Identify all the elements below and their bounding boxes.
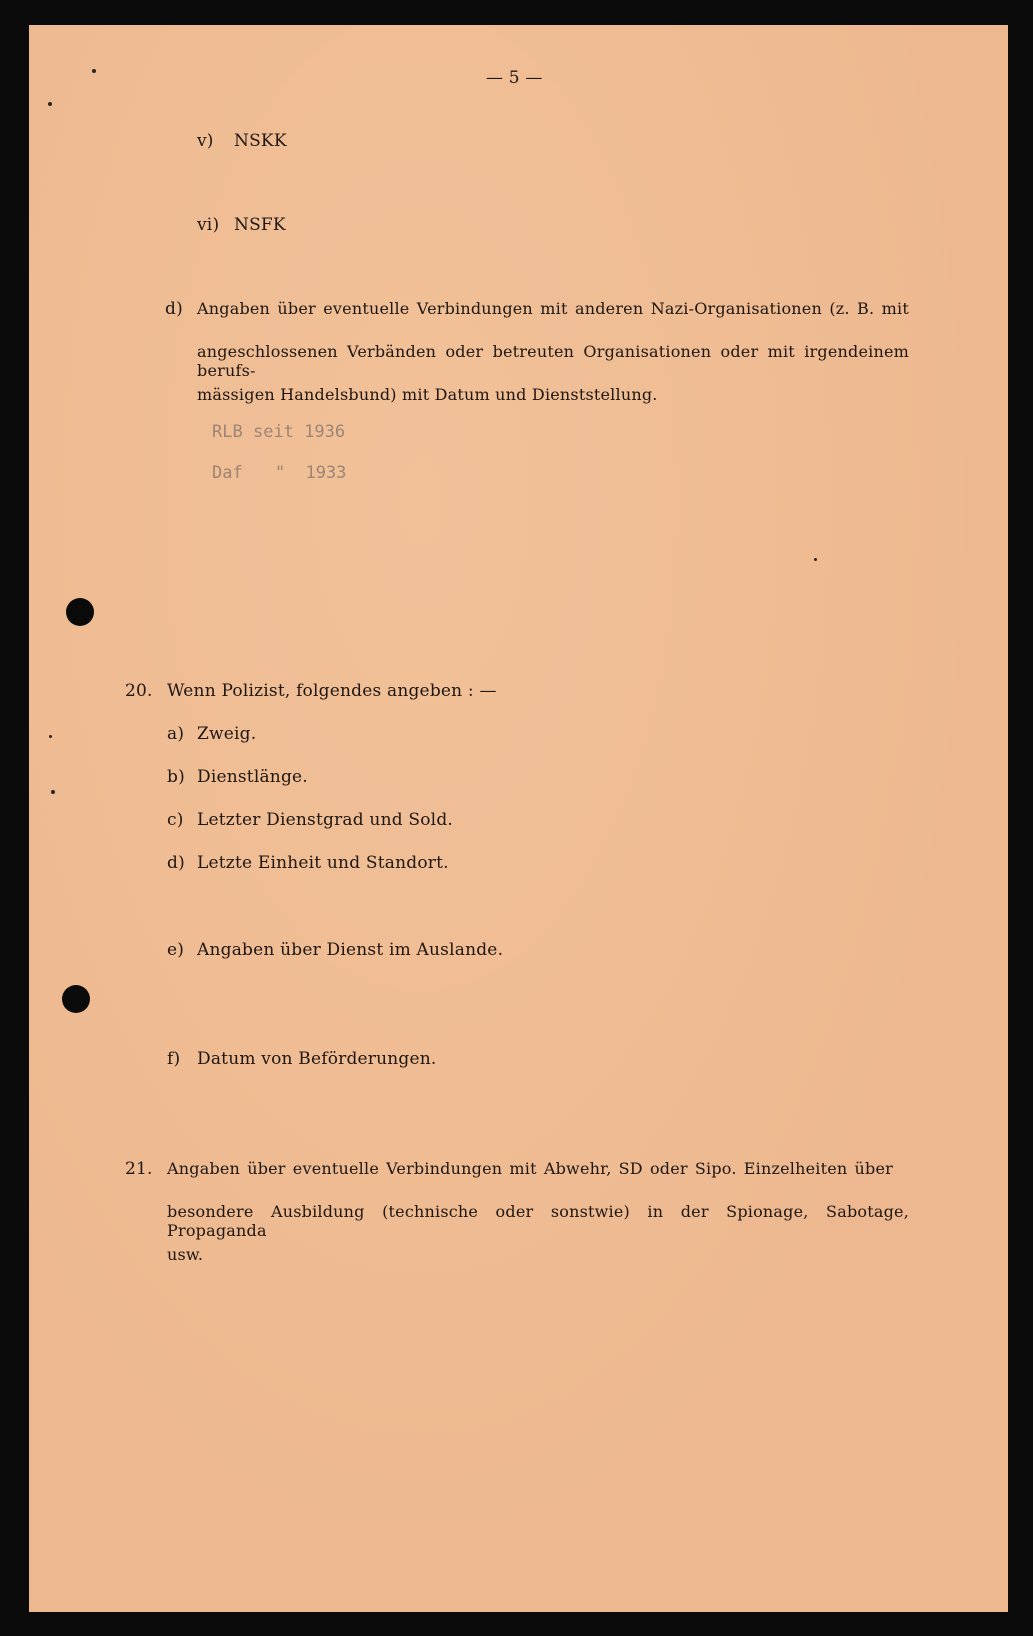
item-d-label: d) xyxy=(165,299,183,319)
typed-org: Daf xyxy=(212,463,243,483)
q21-line3: usw. xyxy=(167,1245,204,1264)
q20-d-text: Letzte Einheit und Standort. xyxy=(197,853,449,873)
q20-e-text: Angaben über Dienst im Auslande. xyxy=(197,940,504,960)
punch-hole-bottom xyxy=(62,985,90,1013)
page-number: — 5 — xyxy=(486,68,543,88)
speck xyxy=(51,790,55,794)
item-vi-text: NSFK xyxy=(234,215,286,235)
item-v-text: NSKK xyxy=(234,131,287,151)
typed-org: RLB xyxy=(212,422,243,442)
typed-word: seit xyxy=(252,422,294,442)
q21-number: 21. xyxy=(125,1159,153,1179)
q20-number: 20. xyxy=(125,681,153,701)
item-vi-label: vi) xyxy=(197,215,220,235)
q21-line2: besondere Ausbildung (technische oder sonstwie) in der Spionage, Sabotage, Propaganda xyxy=(167,1202,909,1240)
q20-f-text: Datum von Beförderungen. xyxy=(197,1049,437,1069)
typed-year: 1933 xyxy=(305,463,347,483)
item-v-label: v) xyxy=(197,131,214,151)
punch-hole-top xyxy=(66,598,94,626)
q20-text: Wenn Polizist, folgendes angeben : — xyxy=(167,681,497,701)
q20-d-label: d) xyxy=(167,853,185,873)
q20-e-label: e) xyxy=(167,940,185,960)
q20-f-label: f) xyxy=(167,1049,181,1069)
q20-a-text: Zweig. xyxy=(197,724,257,744)
q20-c-text: Letzter Dienstgrad und Sold. xyxy=(197,810,454,830)
q20-c-label: c) xyxy=(167,810,184,830)
typed-answer-row1 xyxy=(212,422,345,442)
speck xyxy=(92,69,96,73)
q20-b-text: Dienstlänge. xyxy=(197,767,308,787)
q20-a-label: a) xyxy=(167,724,185,744)
speck xyxy=(48,102,52,106)
document-page xyxy=(29,25,1008,1612)
item-d-line2: angeschlossenen Verbänden oder betreuten Organisationen oder mit irgendeinem berufs- xyxy=(197,342,909,380)
q21-line1: Angaben über eventuelle Verbindungen mit Abwehr, SD oder Sipo. Einzelheiten über xyxy=(167,1159,893,1178)
item-d-line1: Angaben über eventuelle Verbindungen mit anderen Nazi-Organisationen (z. B. mit xyxy=(197,299,909,318)
item-d-line3: mässigen Handelsbund) mit Datum und Dienststellung. xyxy=(197,385,658,404)
typed-answer-row2 xyxy=(212,463,346,483)
q20-b-label: b) xyxy=(167,767,185,787)
typed-year: 1936 xyxy=(304,422,346,442)
speck xyxy=(814,558,817,561)
speck xyxy=(49,735,52,738)
typed-word: " xyxy=(274,463,286,483)
